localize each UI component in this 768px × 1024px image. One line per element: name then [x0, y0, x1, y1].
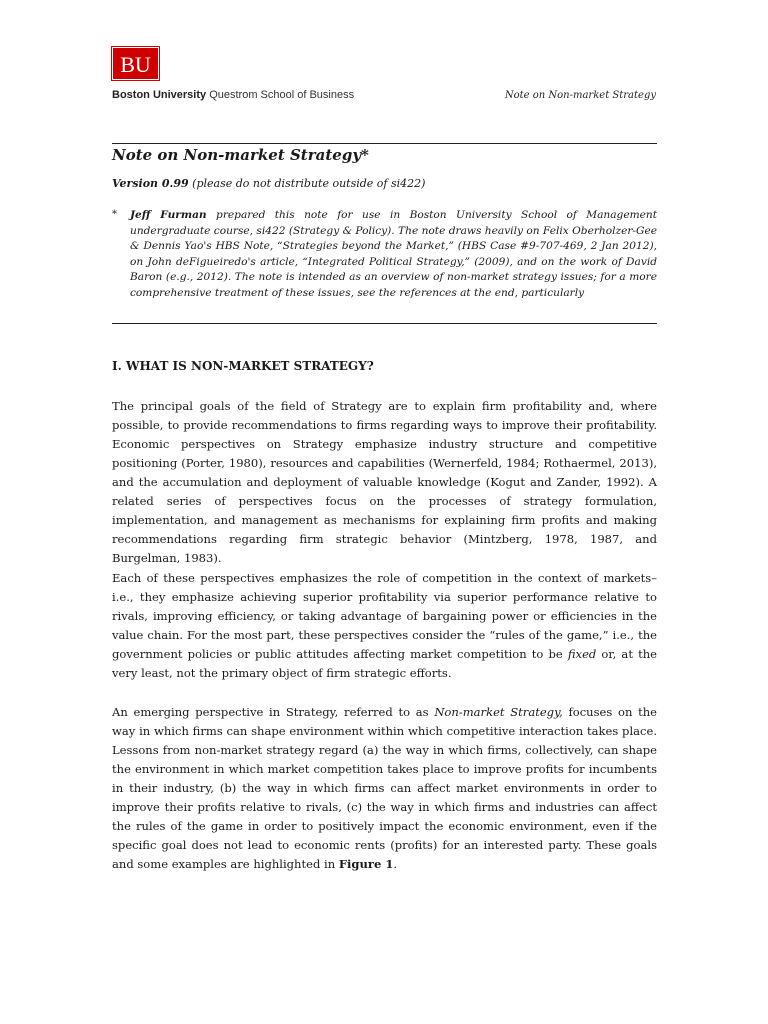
paragraph-3-emphasis: Non-market Strategy, — [434, 705, 563, 719]
figure-1-reference: Figure 1 — [338, 857, 394, 871]
paragraph-3-text-b: focuses on the way in which firms can shape environment within which competitive interaction takes place. Lessons from non-market strategy regard (a) the way in which firms, collectively, can shape the environment in which market competition takes place to improve profits for incumbents in their industry, (b) the way in which firms can affect market environments in order to improve their profits relative to rivals, (c) the way in which firms and industries can affect the rules of the game in order to positively impact the economic environment, even if the specific goal does not lead to economic rents (profits) for an interested party. These goals and some examples are highlighted in — [112, 705, 658, 871]
paragraph-2 — [112, 569, 657, 683]
bottom-rule — [112, 323, 657, 324]
paragraph-2-emphasis: fixed — [567, 647, 597, 661]
school-name — [112, 89, 354, 101]
version-line — [112, 177, 425, 190]
footnote-mark: * — [112, 209, 117, 220]
paragraph-1: The principal goals of the field of Strategy are to explain firm profitability and, where possible, to provide recommendations to firms regarding ways to improve their profitability. Economic perspectives on Strategy emphasize industry structure and competitive positioning (Porter, 1980), resources and capabilities (Wernerfeld, 1984; Rothaermel, 2013), and the accumulation and deployment of valuable knowledge (Kogut and Zander, 1992). A related series of perspectives focus on the processes of strategy formulation, implementation, and management as mechanisms for explaining firm profits and making recommendations regarding firm strategic behavior (Mintzberg, 1978, 1987, and Burgelman, 1983). — [112, 399, 657, 565]
version-note: (please do not distribute outside of si422) — [188, 177, 426, 190]
paragraph-3-text-a: An emerging perspective in Strategy, referred to as — [112, 705, 435, 719]
paragraph-3 — [112, 703, 657, 874]
footnote-text: prepared this note for use in Boston University School of Management undergraduate course, si422 (Strategy & Policy). The note draws heavily on Felix Oberholzer-Gee & Dennis Yao's HBS Note, “Strategies beyond the Market,” (HBS Case #9-707-469, 2 Jan 2012), on John deFigueiredo's article, “Integrated Political Strategy,” (2009), and on the work of David Baron (e.g., 2012). The note is intended as an overview of non-market strategy issues; for a more comprehensive treatment of these issues, see the references at the end, particularly — [130, 209, 657, 299]
page-title: Note on Non-market Strategy* — [112, 146, 369, 164]
school-name-bold: Boston University — [112, 89, 207, 101]
school-name-rest: Questrom School of Business — [206, 89, 355, 101]
running-head: Note on Non-market Strategy — [504, 90, 656, 101]
paragraph-2-text-b: or, at the very least, not the primary object of firm strategic efforts. — [112, 647, 657, 680]
paragraph-2-text-a: Each of these perspectives emphasizes the role of competition in the context of markets– i.e., they emphasize achieving superior profitability via superior performance relative to rivals, improving efficiency, or taking advantage of bargaining power or efficiencies in the value chain. For the most part, these perspectives consider the “rules of the game,” i.e., the government policies or public attitudes affecting market competition to be — [112, 571, 657, 661]
section-heading: I. WHAT IS NON-MARKET STRATEGY? — [112, 359, 374, 373]
top-rule — [112, 143, 657, 144]
bu-logo: BU — [112, 47, 159, 80]
paragraph-3-end: . — [393, 857, 398, 871]
footnote-author: Jeff Furman — [130, 209, 207, 221]
version-label: Version 0.99 — [112, 177, 189, 190]
footnote — [130, 208, 657, 302]
